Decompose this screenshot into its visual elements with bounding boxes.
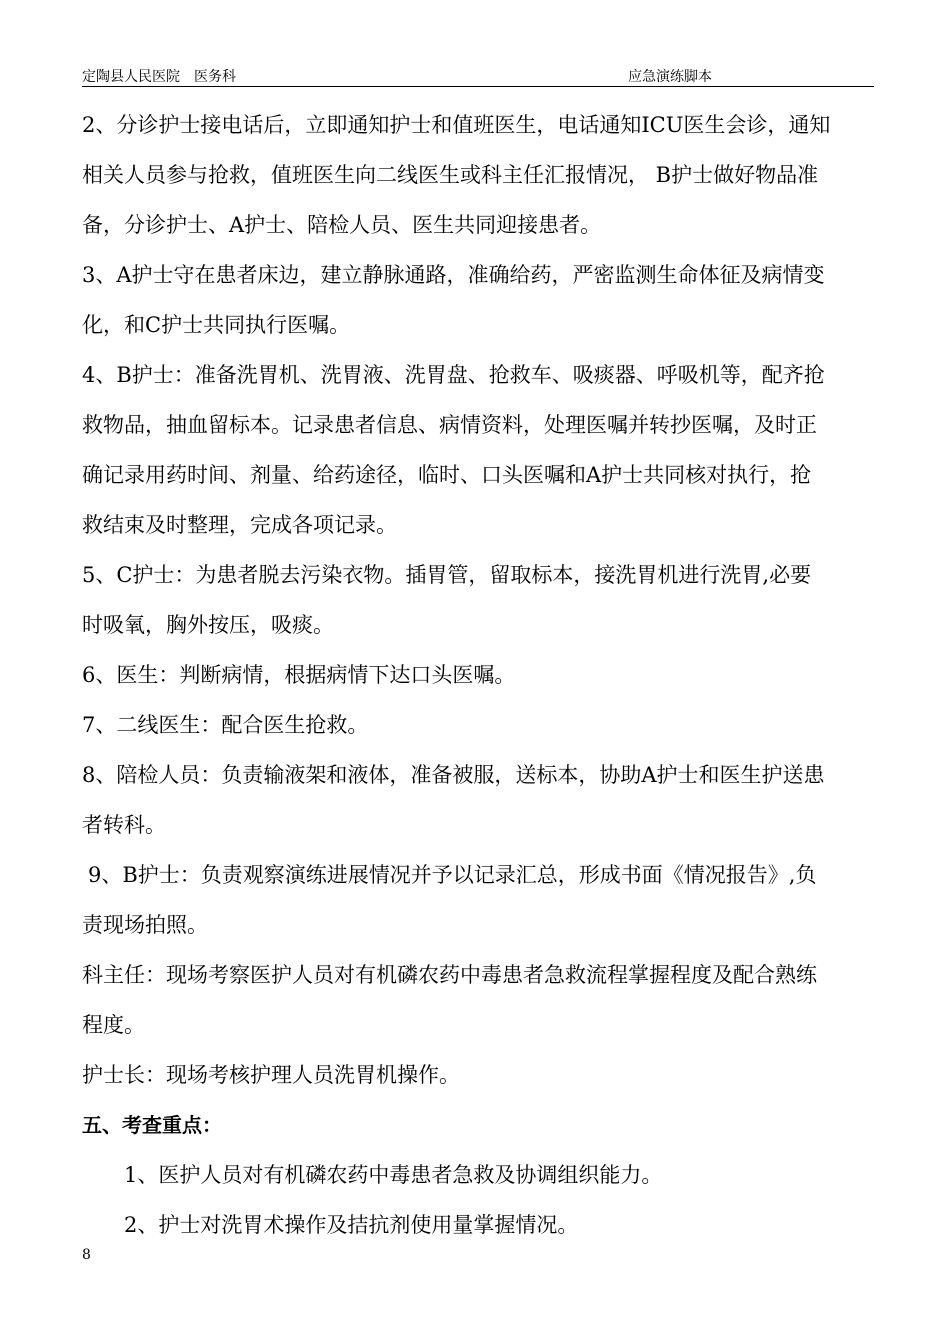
page-header	[82, 64, 874, 87]
body-line: 2、分诊护士接电话后，立即通知护士和值班医生，电话通知ICU医生会诊，通知	[82, 113, 831, 137]
body-line: 确记录用药时间、剂量、给药途径，临时、口头医嘱和A护士共同核对执行，抢	[82, 463, 812, 487]
body-line: 化，和C护士共同执行医嘱。	[82, 313, 351, 337]
body-line: 责现场拍照。	[82, 913, 208, 937]
section-heading: 五、考查重点：	[82, 1113, 222, 1137]
header-left	[82, 66, 236, 86]
header-doc-title: 应急演练脚本	[628, 69, 712, 85]
body-line: 者转科。	[82, 813, 166, 837]
body-line: 护士长：现场考核护理人员洗胃机操作。	[82, 1063, 460, 1087]
body-line: 科主任：现场考察医护人员对有机磷农药中毒患者急救流程掌握程度及配合熟练	[82, 963, 817, 987]
body-line: 相关人员参与抢救，值班医生向二线医生或科主任汇报情况， B护士做好物品准	[82, 163, 819, 187]
header-department: 医务科	[194, 69, 236, 85]
body-line: 程度。	[82, 1013, 145, 1037]
body-line: 2、护士对洗胃术操作及拮抗剂使用量掌握情况。	[124, 1213, 579, 1237]
body-line: 1、医护人员对有机磷农药中毒患者急救及协调组织能力。	[124, 1163, 663, 1187]
body-line: 救结束及时整理，完成各项记录。	[82, 513, 397, 537]
body-line: 7、二线医生：配合医生抢救。	[82, 713, 369, 737]
body-line: 9、B护士：负责观察演练进展情况并予以记录汇总，形成书面《情况报告》,负	[88, 863, 817, 887]
body-line: 救物品，抽血留标本。记录患者信息、病情资料，处理医嘱并转抄医嘱，及时正	[82, 413, 817, 437]
body-line: 8、陪检人员：负责输液架和液体，准备被服，送标本，协助A护士和医生护送患	[82, 763, 825, 787]
document-body	[82, 100, 874, 1250]
body-line: 5、C护士：为患者脱去污染衣物。插胃管，留取标本，接洗胃机进行洗胃,必要	[82, 563, 812, 587]
body-line: 备，分诊护士、A护士、陪检人员、医生共同迎接患者。	[82, 213, 602, 237]
body-line: 时吸氧，胸外按压，吸痰。	[82, 613, 334, 637]
header-hospital: 定陶县人民医院	[82, 69, 180, 85]
body-line: 4、B护士：准备洗胃机、洗胃液、洗胃盘、抢救车、吸痰器、呼吸机等，配齐抢	[82, 363, 825, 387]
body-line: 6、医生：判断病情，根据病情下达口头医嘱。	[82, 663, 516, 687]
page-number: 8	[82, 1247, 91, 1263]
body-line: 3、A护士守在患者床边，建立静脉通路，准确给药，严密监测生命体征及病情变	[82, 263, 825, 287]
